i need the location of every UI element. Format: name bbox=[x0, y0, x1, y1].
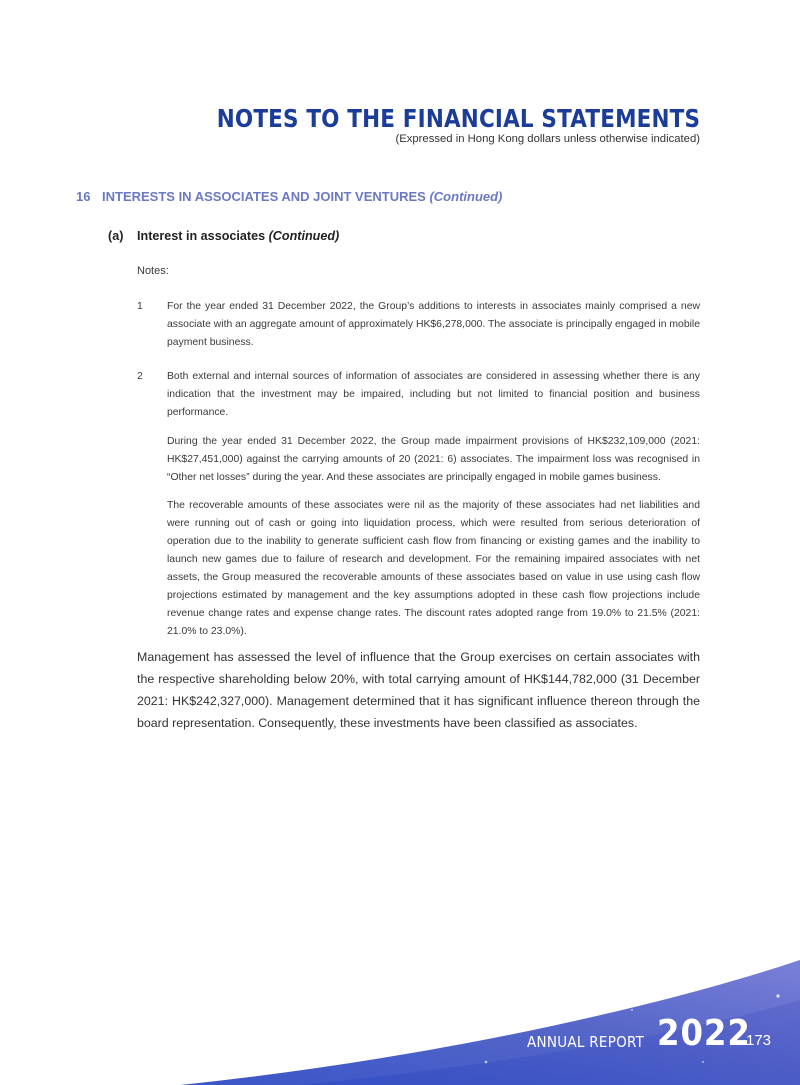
notes-label: Notes: bbox=[137, 265, 169, 277]
note-text: Both external and internal sources of information of associates are considered in assessing whether there is any indication that the investment may be impaired, including but not limited to financial position and business performance. bbox=[167, 371, 700, 418]
note-paragraph: The recoverable amounts of these associates were nil as the majority of these associates had net liabilities and were running out of cash or going into liquidation process, which were resulted from serious deterioration of operation due to the inability to generate sufficient cash flow from financing or existing games and the inability to launch new games due to failure of research and development. For the remaining impaired associates with net assets, the Group measured the recoverable amounts of these associates based on value in use using cash flow projections estimated by management and the key assumptions adopted in these cash flow projections include revenue change rates and expense change rates. The discount rates adopted range from 19.0% to 21.5% (2021: 21.0% to 23.0%). bbox=[167, 500, 700, 637]
page-title: NOTES TO THE FINANCIAL STATEMENTS bbox=[216, 104, 700, 133]
note-number: 2 bbox=[137, 371, 143, 382]
section-heading bbox=[76, 189, 502, 204]
subsection-heading bbox=[108, 229, 339, 243]
note-paragraph: During the year ended 31 December 2022, the Group made impairment provisions of HK$232,109,000 (2021: HK$27,451,000) against the carrying amounts of 20 (2021: 6) associates. The impairment loss was recognised in “Other net losses” during the year. And these associates are principally engaged in mobile games business. bbox=[167, 436, 700, 483]
footer-annual-report: ANNUAL REPORT bbox=[527, 1033, 645, 1051]
subsection-label: (a) bbox=[108, 229, 124, 243]
subsection-continued: (Continued) bbox=[268, 229, 340, 243]
note-item-1 bbox=[137, 298, 700, 352]
note-item-2 bbox=[137, 368, 700, 422]
subsection-title: Interest in associates bbox=[137, 229, 266, 243]
note-number: 1 bbox=[137, 301, 143, 312]
page-subtitle: (Expressed in Hong Kong dollars unless otherwise indicated) bbox=[395, 133, 700, 145]
note-text: For the year ended 31 December 2022, the Group’s additions to interests in associates mainly comprised a new associate with an aggregate amount of approximately HK$6,278,000. The associate is principally engaged in mobile payment business. bbox=[167, 301, 700, 348]
section-number: 16 bbox=[76, 189, 91, 204]
page-number: 173 bbox=[746, 1032, 772, 1049]
footer-year: 2022 bbox=[657, 1013, 751, 1054]
section-title: INTERESTS IN ASSOCIATES AND JOINT VENTURES bbox=[102, 189, 426, 204]
section-continued: (Continued) bbox=[429, 189, 503, 204]
body-paragraph: Management has assessed the level of influence that the Group exercises on certain associates with the respective shareholding below 20%, with total carrying amount of HK$144,782,000 (31 December 2021: HK$242,327,000). Management determined that it has significant influence thereon through the board representation. Consequently, these investments have been classified as associates. bbox=[137, 650, 700, 730]
